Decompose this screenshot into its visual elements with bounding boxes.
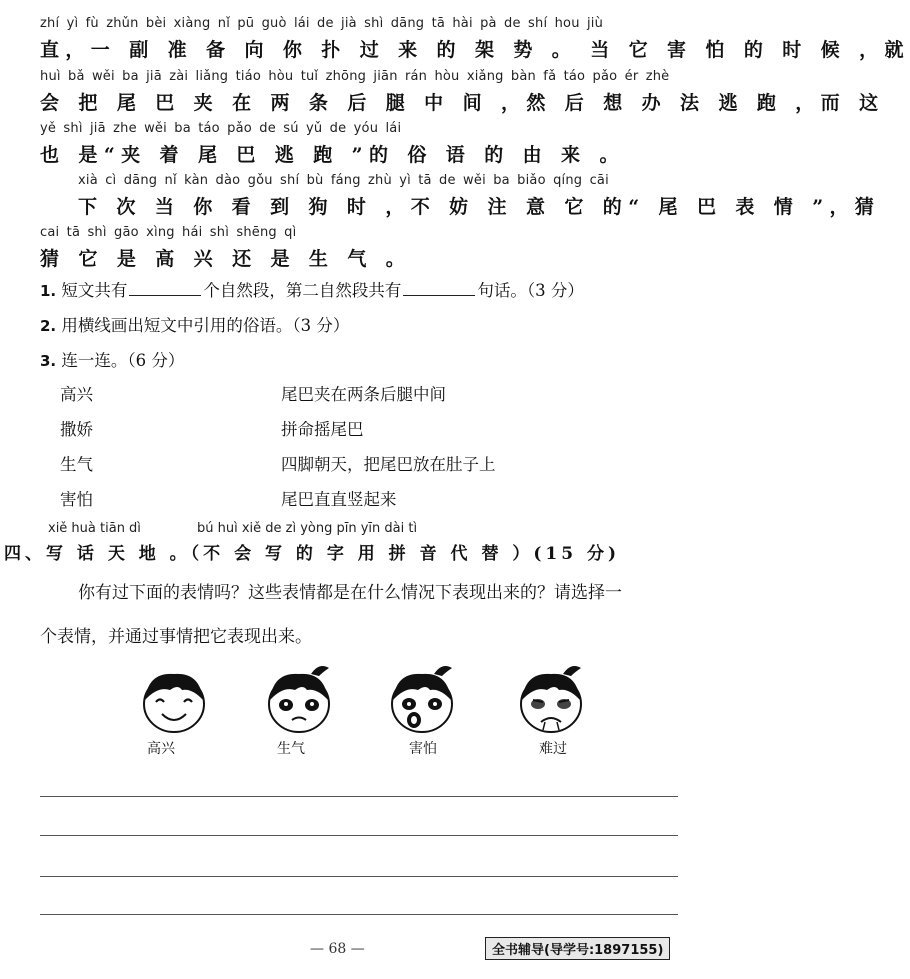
writing-line[interactable] bbox=[40, 835, 678, 836]
match-right-item[interactable]: 四脚朝天，把尾巴放在肚子上 bbox=[281, 455, 496, 474]
section4-note-pinyin: bú huì xiě de zì yòng pīn yīn dài tì bbox=[197, 521, 418, 536]
question-number: 1. bbox=[40, 282, 57, 300]
answer-blank[interactable] bbox=[129, 281, 201, 296]
face-label: 生气 bbox=[277, 741, 305, 757]
question-2 bbox=[40, 312, 349, 336]
question-1 bbox=[40, 277, 584, 301]
passage-pinyin: zhí yì fù zhǔn bèi xiàng nǐ pū guò lái de jià shì dāng tā hài pà de shí hou jiù bbox=[40, 16, 604, 31]
writing-line[interactable] bbox=[40, 876, 678, 877]
writing-line[interactable] bbox=[40, 914, 678, 915]
section4-title: 四、写 话 天 地 。（不 会 写 的 字 用 拼 音 代 替 ）(15 分) bbox=[4, 544, 621, 564]
page-number: — 68 — bbox=[310, 941, 365, 957]
question-text: 短文共有 bbox=[61, 281, 128, 300]
match-right-item[interactable]: 拼命摇尾巴 bbox=[281, 420, 364, 439]
question-text: 个自然段，第二自然段共有 bbox=[203, 281, 402, 300]
match-left-item[interactable]: 撒娇 bbox=[60, 420, 93, 439]
section4-instruction: 个表情，并通过事情把它表现出来。 bbox=[40, 627, 312, 647]
question-number: 3. bbox=[40, 352, 57, 370]
passage-hanzi: 下 次 当 你 看 到 狗 时 ，不 妨 注 意 它 的“ 尾 巴 表 情 ”，猜 bbox=[78, 196, 881, 218]
question-number: 2. bbox=[40, 317, 57, 335]
passage-pinyin: yě shì jiā zhe wěi ba táo pǎo de sú yǔ de yóu lái bbox=[40, 121, 402, 136]
question-text: 连一连。（6 分） bbox=[61, 351, 185, 370]
passage-pinyin: huì bǎ wěi ba jiā zài liǎng tiáo hòu tuǐ zhōng jiān rán hòu xiǎng bàn fǎ táo pǎo ér zhè bbox=[40, 69, 670, 84]
passage-hanzi: 会 把 尾 巴 夹 在 两 条 后 腿 中 间 ，然 后 想 办 法 逃 跑 ，而 这 bbox=[40, 92, 885, 114]
match-left-item[interactable]: 高兴 bbox=[60, 385, 93, 404]
answer-blank[interactable] bbox=[403, 281, 475, 296]
passage-hanzi: 猜 它 是 高 兴 还 是 生 气 。 bbox=[40, 248, 412, 270]
passage-pinyin: cai tā shì gāo xìng hái shì shēng qì bbox=[40, 225, 297, 240]
match-left-item[interactable]: 生气 bbox=[60, 455, 93, 474]
match-right-item[interactable]: 尾巴直直竖起来 bbox=[281, 490, 397, 509]
passage-pinyin: xià cì dāng nǐ kàn dào gǒu shí bù fáng zhù yì tā de wěi ba biǎo qíng cāi bbox=[78, 173, 609, 188]
match-right-item[interactable]: 尾巴夹在两条后腿中间 bbox=[281, 385, 446, 404]
question-text: 用横线画出短文中引用的俗语。（3 分） bbox=[61, 316, 350, 335]
question-text: 句话。（3 分） bbox=[477, 281, 584, 300]
question-3 bbox=[40, 347, 184, 371]
face-label: 难过 bbox=[539, 741, 567, 757]
face-label: 高兴 bbox=[147, 741, 175, 757]
writing-line[interactable] bbox=[40, 796, 678, 797]
section4-title-pinyin: xiě huà tiān dì bbox=[48, 521, 141, 536]
section4-instruction: 你有过下面的表情吗？这些表情都是在什么情况下表现出来的？请选择一 bbox=[78, 583, 622, 603]
face-label: 害怕 bbox=[409, 741, 437, 757]
passage-hanzi: 也 是“夹 着 尾 巴 逃 跑 ”的 俗 语 的 由 来 。 bbox=[40, 144, 625, 166]
match-left-item[interactable]: 害怕 bbox=[60, 490, 93, 509]
brand-badge: 全书辅导(导学号:1897155) bbox=[485, 937, 670, 960]
passage-hanzi: 直，一 副 准 备 向 你 扑 过 来 的 架 势 。 当 它 害 怕 的 时 候 ，就 bbox=[40, 39, 910, 61]
